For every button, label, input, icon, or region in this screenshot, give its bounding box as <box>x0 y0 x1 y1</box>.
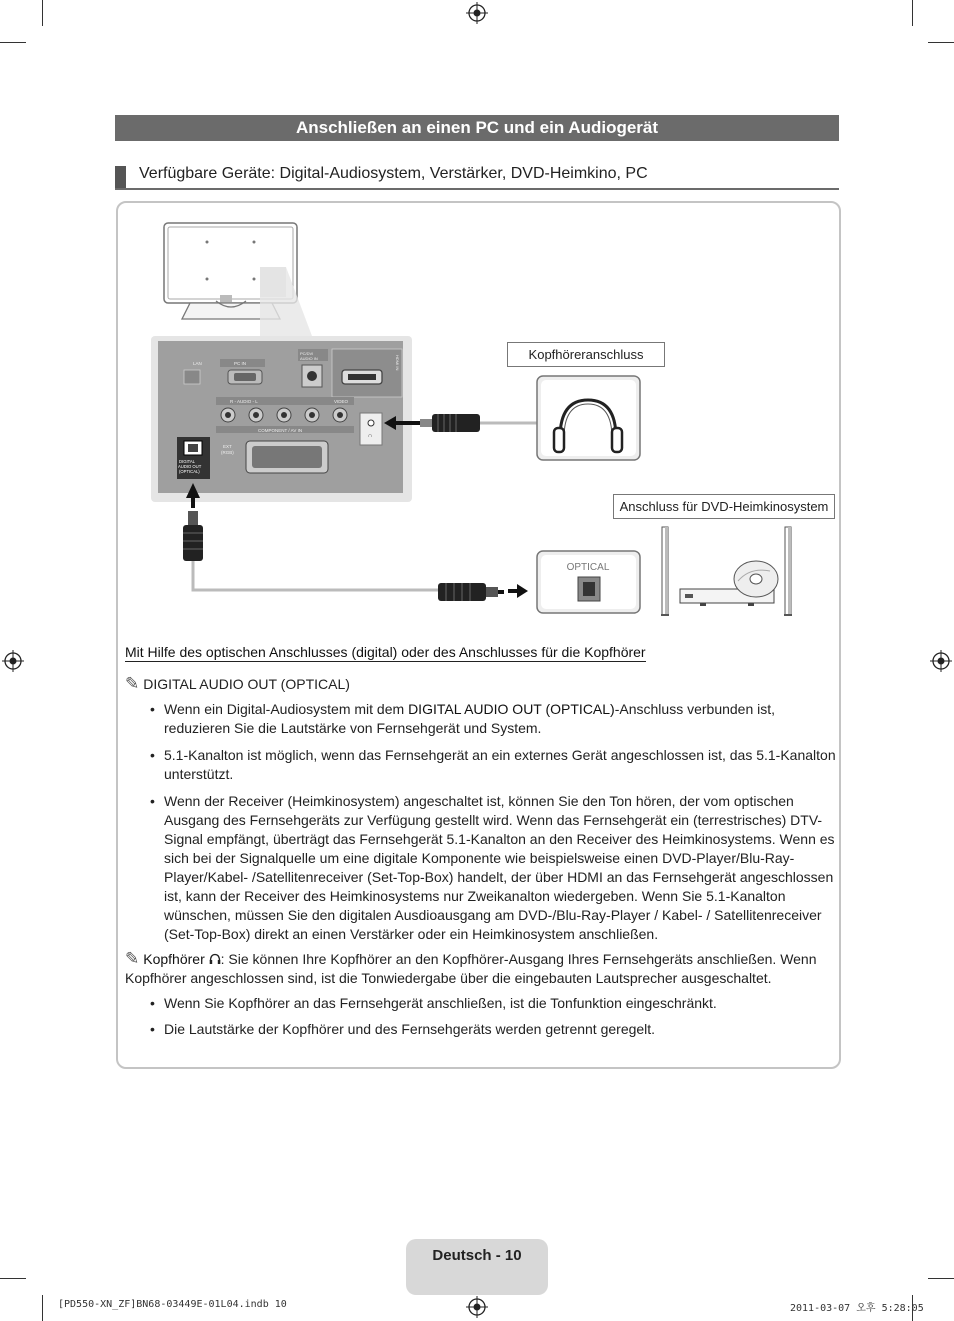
crop-mark <box>42 0 43 26</box>
registration-mark-icon <box>930 650 952 672</box>
headphone-jack-label: Kopfhöreranschluss <box>507 342 665 367</box>
svg-text:EXT: EXT <box>223 444 232 449</box>
note1-bullet-list <box>150 700 838 951</box>
note2-bullet-list <box>150 994 838 1046</box>
bullet-text: -Anschluss verbunden ist, reduzieren Sie die Lautstärke von Fernsehgerät und System. <box>164 701 776 736</box>
crop-mark <box>42 1295 43 1321</box>
crop-mark <box>0 1278 26 1279</box>
connection-diagram <box>120 215 836 625</box>
footer-timestamp: 2011-03-07 오후 5:28:05 <box>790 1303 924 1314</box>
home-theater-illustration <box>661 527 792 615</box>
note-title: DIGITAL AUDIO OUT (OPTICAL) <box>143 676 350 692</box>
pencil-icon: ✎ <box>125 949 140 968</box>
bullet-icon: • <box>150 1021 155 1037</box>
footer-file-info: [PD550-XN_ZF]BN68-03449E-01L04.indb 10 <box>58 1299 287 1310</box>
dvd-home-theater-label: Anschluss für DVD-Heimkinosystem <box>613 494 835 519</box>
crop-mark <box>912 0 913 26</box>
svg-text:COMPONENT / AV IN: COMPONENT / AV IN <box>258 428 303 433</box>
list-item <box>150 994 838 1013</box>
svg-text:PC/DVI: PC/DVI <box>300 351 314 356</box>
bullet-text: 5.1-Kanalton ist möglich, wenn das Fernsehgerät an ein externes Gerät angeschlossen ist, das 5.1-Kanalton unterstützt. <box>164 747 836 782</box>
svg-text:AUDIO IN: AUDIO IN <box>300 356 318 361</box>
note-digital-audio-out <box>125 674 350 694</box>
note-text: : Sie können Ihre Kopfhörer an den Kopfhörer-Ausgang Ihres Fernsehgeräts anschließen. Wenn Kopfhörer angeschlossen sind, ist die Tonwiedergabe über die eingebauten Lautsprecher ausgeschaltet. <box>125 951 817 986</box>
list-item <box>150 1020 838 1039</box>
bullet-icon: • <box>150 747 155 763</box>
bullet-icon: • <box>150 995 155 1011</box>
bullet-text: Wenn Sie Kopfhörer an das Fernsehgerät anschließen, ist die Tonfunktion eingeschränkt. <box>164 995 717 1011</box>
svg-text:LAN: LAN <box>193 361 202 366</box>
registration-mark-icon <box>466 2 488 24</box>
svg-text:DIGITAL: DIGITAL <box>179 459 195 464</box>
bullet-icon: • <box>150 793 155 809</box>
list-item <box>150 792 838 944</box>
bullet-text: Wenn der Receiver (Heimkinosystem) angeschaltet ist, können Sie den Ton hören, der vom optischen Ausgang des Fernsehgeräts zur Verfügung gestellt wird. Wenn das Fernsehgerät ein (terrestrisches) DTV-Signal empfängt, überträgt das Fernsehgerät 5.1-Kanalton an den Receiver des Heimkinosystems. Wenn es sich bei der Signalquelle um eine digitale Komponente wie beispielsweise einen DVD-Player/Blu-Ray-Player/Kabel- /Satellitenreceiver (Set-Top-Box) handelt, der über HDMI an das Fernsehgerät angeschlossen ist, kann der Receiver des Heimkinosystems nur Zweikanalton wiedergeben. Wenn Sie 5.1-Kanalton wünschen, müssen Sie den digitalen Ausdioausgang am DVD-/Blu-Ray-Player / Kabel- / Satellitenreceiver (Set-Top-Box) direkt an einen Verstärker oder ein Heimkinosystem anschließen. <box>164 793 835 942</box>
svg-text:AUDIO OUT: AUDIO OUT <box>178 464 202 469</box>
svg-text:R - AUDIO - L: R - AUDIO - L <box>230 399 258 404</box>
registration-mark-icon <box>466 1296 488 1318</box>
note-headphones <box>125 949 830 988</box>
subheading-text: Verfügbare Geräte: Digital-Audiosystem, Verstärker, DVD-Heimkino, PC <box>139 165 648 182</box>
svg-text:PC IN: PC IN <box>234 361 247 366</box>
bullet-icon: • <box>150 701 155 717</box>
svg-text:VIDEO: VIDEO <box>334 399 349 404</box>
page-number-tab: Deutsch - 10 <box>406 1239 548 1295</box>
section-title: Anschließen an einen PC und ein Audiogerät <box>115 115 839 141</box>
subheading <box>115 162 839 190</box>
crop-mark <box>928 1278 954 1279</box>
list-item <box>150 746 838 784</box>
crop-mark <box>0 42 26 43</box>
list-item <box>150 700 838 738</box>
svg-text:(OPTICAL): (OPTICAL) <box>179 469 200 474</box>
crop-mark <box>928 42 954 43</box>
pencil-icon: ✎ <box>125 674 140 693</box>
svg-text:∩: ∩ <box>368 433 373 439</box>
svg-text:(RGB): (RGB) <box>221 450 234 455</box>
subheading-marker <box>115 166 126 188</box>
registration-mark-icon <box>2 650 24 672</box>
headphone-icon <box>209 951 221 963</box>
svg-text:HDMI IN: HDMI IN <box>395 355 400 371</box>
bullet-text: Wenn ein Digital-Audiosystem mit dem <box>164 701 409 717</box>
bullet-strong-text: DIGITAL AUDIO OUT (OPTICAL) <box>408 701 615 717</box>
optical-port-label: OPTICAL <box>566 562 610 573</box>
bullet-text: Die Lautstärke der Kopfhörer und des Fernsehgeräts werden getrennt geregelt. <box>164 1021 656 1037</box>
note-title: Kopfhörer <box>143 951 205 967</box>
intro-line: Mit Hilfe des optischen Anschlusses (digital) oder des Anschlusses für die Kopfhörer <box>125 644 646 660</box>
